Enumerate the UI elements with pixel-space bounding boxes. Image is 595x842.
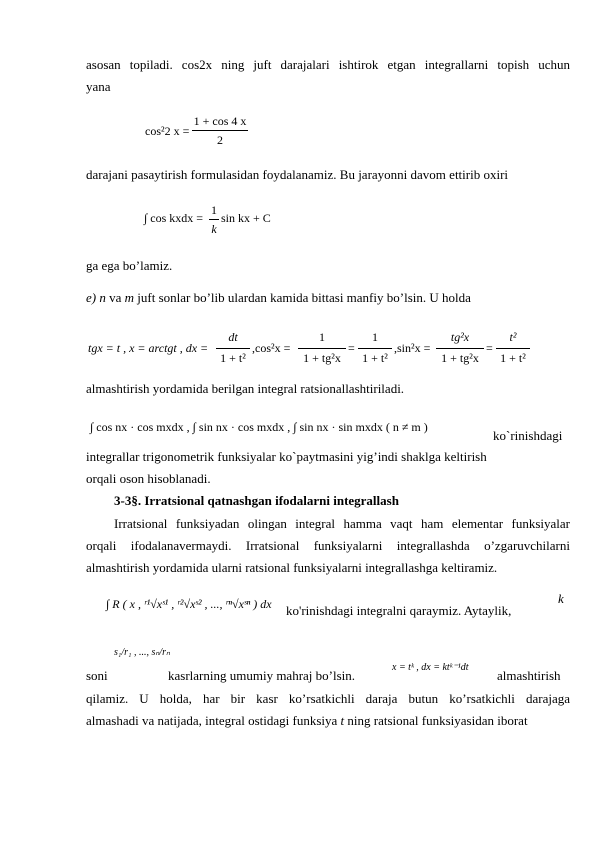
text-span: soni [86,668,108,683]
text-line: ga ega bo’lamiz. [86,258,173,273]
text-line: orqali ifodalanavermaydi. Irratsional funksiyalarni integrallashda o’zgaruvchilarni [86,538,570,553]
fraction-bar [436,348,484,349]
text-line: yana [86,79,111,94]
text-span: juft sonlar bo’lib ulardan kamida bittasi manfiy bo’lsin. U holda [134,290,471,305]
text-span: ko'rinishdagi integralni qaraymiz. Aytaylik, [286,603,512,618]
text-span: ning ratsional funksiyasidan iborat [347,713,528,728]
variable-m: m [124,290,135,305]
text-line: almashtirish yordamida ularni ratsional funksiyalarni integrallashga keltiramiz. [86,560,498,575]
text-line: almashtirish yordamida berilgan integral ratsionallashtiriladi. [86,381,405,396]
formula-trig-products: ∫ cos nx · cos mxdx , ∫ sin nx · cos mxdx , ∫ sin nx · sin mxdx ( n ≠ m ) [90,420,428,434]
fraction-bar [192,130,248,131]
fraction-numerator: t² [509,330,517,344]
fraction-denominator: 1 + tg²x [441,351,479,365]
text-span: almashadi va natijada, integral ostidagi funksiya [86,713,338,728]
fraction-numerator: 1 [319,330,325,344]
fraction-denominator: 1 + t² [362,351,388,365]
formula-irrational-integral: ∫ R ( x , ʳ¹√xˢ¹ , ʳ²√xˢ² , ..., ʳⁿ√xˢⁿ ) dx [106,597,272,611]
case-label: e) n [86,290,106,305]
fraction-denominator: 1 + t² [500,351,526,365]
equals-sign: = [348,341,355,355]
fraction-bar [209,219,219,220]
equals-sign: = [486,341,493,355]
fraction-numerator: 1 [372,330,378,344]
fraction-numerator: 1 [211,203,217,217]
fraction-bar [216,348,250,349]
fraction-denominator: 1 + tg²x [303,351,341,365]
formula-substitution: tgx = t , x = arctgt , dx = [88,341,209,355]
text-span: va [105,290,125,305]
formula-sin: sin kx + C [221,211,271,225]
fraction-bar [496,348,530,349]
text-span: almashtirish [497,668,561,683]
text-line [86,712,570,730]
text-line [86,289,570,307]
text-line: darajani pasaytirish formulasidan foydalanamiz. Bu jarayonni davom ettirib oxiri [86,167,509,182]
fraction-bar [358,348,392,349]
text-span: ko`rinishdagi [493,428,563,443]
text-line: orqali oson hisoblanadi. [86,471,211,486]
section-title: 3-3§. Irratsional qatnashgan ifodalarni integrallash [114,493,399,508]
formula-substitution-power: x = tᵏ , dx = ktᵏ⁻¹dt [392,662,469,673]
variable-t: t [340,713,345,728]
fraction-denominator: k [211,222,217,236]
text-span: kasrlarning umumiy mahraj bo’lsin. [168,668,356,683]
formula-cos-sq: ,cos²x = [252,341,291,355]
formula-integral-cos: ∫ cos kxdx = [144,211,204,225]
text-line: Irratsional funksiyadan olingan integral hamma vaqt ham elementar funksiyalar [114,516,570,531]
fraction-numerator: dt [228,330,238,344]
fraction-bar [298,348,346,349]
text-line: asosan topiladi. cos2x ning juft darajalari ishtirok etgan integrallarni topish uchun [86,57,570,72]
formula-fractions: s₁/r₁ , ..., sₙ/rₙ [114,647,171,658]
formula-cos-squared: cos²2 x = [145,124,190,138]
variable-k: k [558,591,564,606]
fraction-numerator: tg²x [450,330,470,344]
fraction-denominator: 1 + t² [220,351,246,365]
text-line: integrallar trigonometrik funksiyalar ko`paytmasini yig’indi shaklga keltirish [86,449,487,464]
formula-sin-sq: ,sin²x = [394,341,431,355]
fraction-numerator: 1 + cos 4 x [193,114,247,128]
text-line: qilamiz. U holda, har bir kasr ko’rsatkichli daraja butun ko’rsatkichli darajaga [86,691,570,706]
fraction-denominator: 2 [217,133,223,147]
